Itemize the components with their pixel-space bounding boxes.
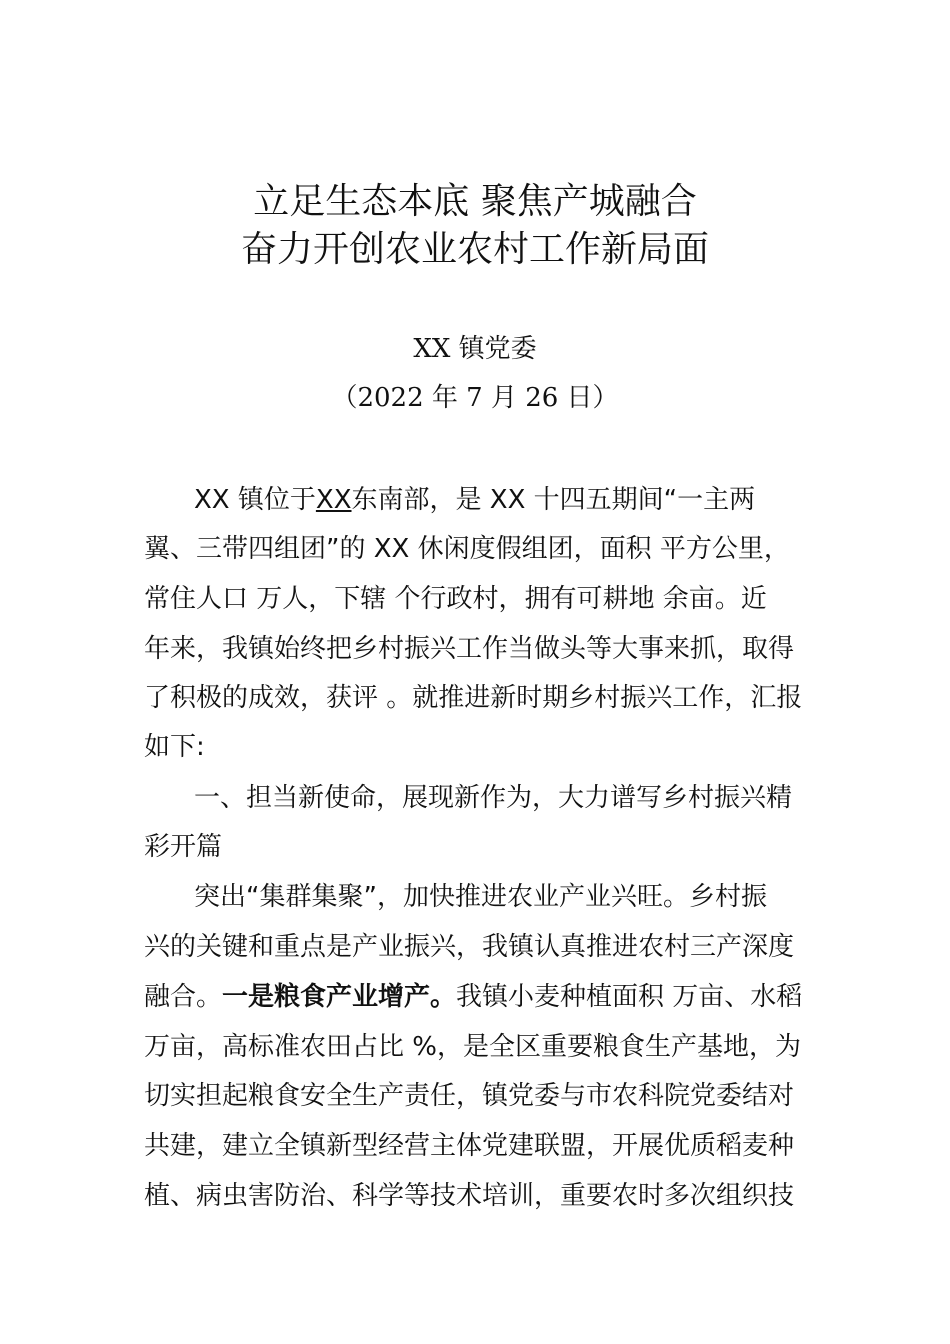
paragraph-3-line-4: 万亩，高标准农田占比 %，是全区重要粮食生产基地，为: [144, 1032, 801, 1062]
section-heading-line-1: 一、担当新使命，展现新作为，大力谱写乡村振兴精: [194, 783, 793, 813]
document-author: XX 镇党委: [413, 334, 537, 364]
text-run: 融合。: [144, 982, 223, 1012]
document-title-line-2: 奋力开创农业农村工作新局面: [240, 229, 709, 270]
paragraph-3-line-1: 突出“集群集聚”，加快推进农业产业兴旺。乡村振: [194, 882, 767, 912]
paragraph-3-line-6: 共建，建立全镇新型经营主体党建联盟，开展优质稻麦种: [144, 1131, 795, 1161]
text-run: XX 镇位于: [194, 485, 316, 515]
document-date: （2022 年 7 月 26 日）: [331, 383, 619, 413]
underlined-text: XX: [315, 485, 352, 515]
paragraph-1-line-3: 常住人口 万人，下辖 个行政村，拥有可耕地 余亩。近: [144, 584, 767, 614]
paragraph-3-line-5: 切实担起粮食安全生产责任，镇党委与市农科院党委结对: [144, 1081, 795, 1111]
paragraph-1-line-6: 如下:: [144, 732, 205, 762]
text-run: 我镇小麦种植面积 万亩、水稻: [456, 982, 803, 1012]
paragraph-3-line-3: [144, 979, 802, 1015]
text-run: 东南部，是 XX 十四五期间“一主两: [351, 485, 756, 515]
paragraph-3-line-2: 兴的关键和重点是产业振兴，我镇认真推进农村三产深度: [144, 932, 795, 962]
section-heading-line-2: 彩开篇: [144, 832, 223, 862]
paragraph-1-line-1: [194, 482, 755, 518]
document-title-line-1: 立足生态本底 聚焦产城融合: [253, 181, 697, 222]
bold-lead-text: 一是粮食产业增产。: [222, 982, 457, 1012]
paragraph-1-line-5: 了积极的成效，获评 。就推进新时期乡村振兴工作，汇报: [144, 683, 803, 713]
paragraph-3-line-7: 植、病虫害防治、科学等技术培训，重要农时多次组织技: [144, 1181, 795, 1211]
paragraph-1-line-2: 翼、三带四组团”的 XX 休闲度假组团，面积 平方公里，: [144, 534, 790, 564]
paragraph-1-line-4: 年来，我镇始终把乡村振兴工作当做头等大事来抓，取得: [144, 634, 795, 664]
